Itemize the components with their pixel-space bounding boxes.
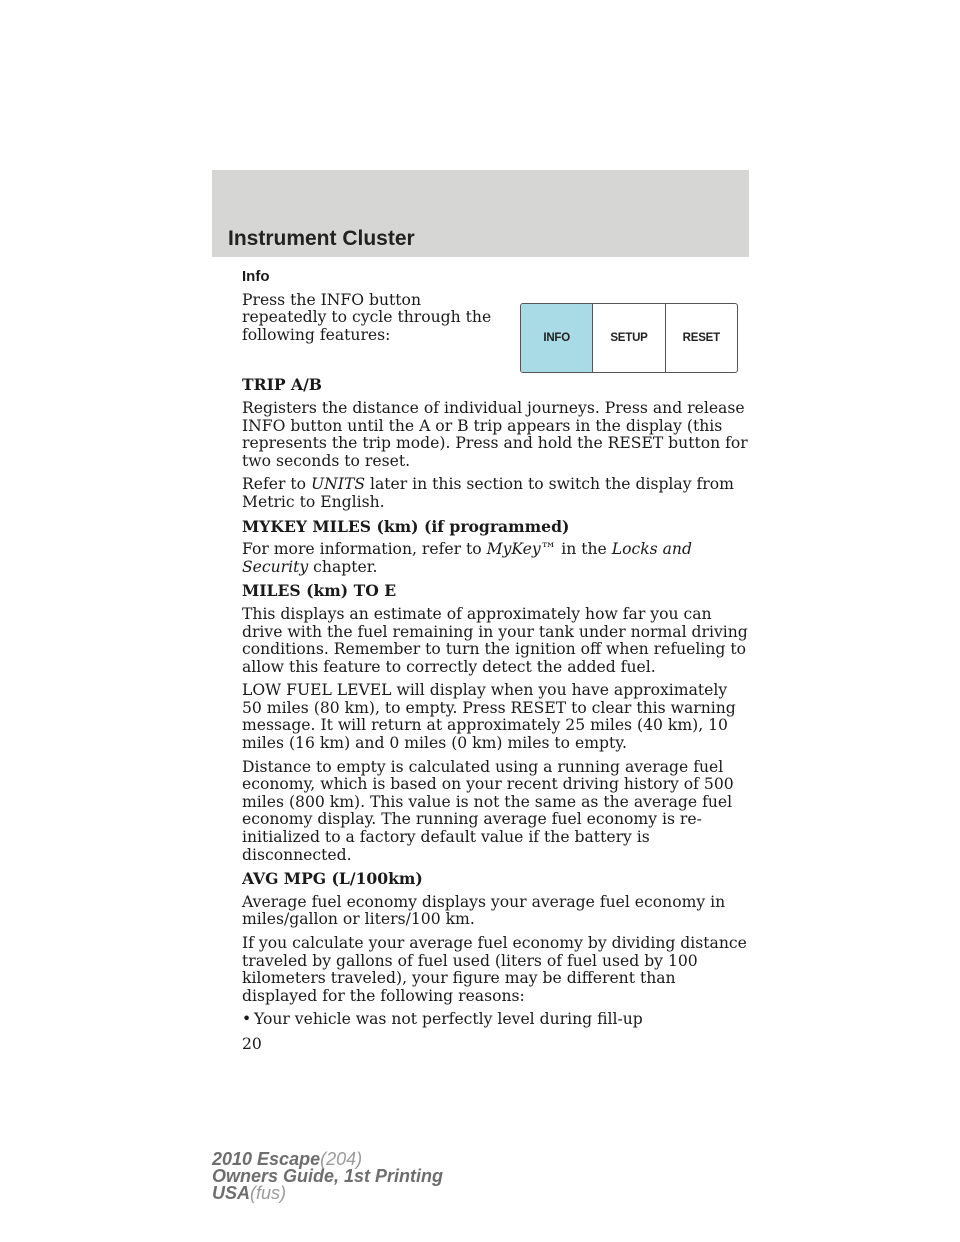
page-content (242, 268, 750, 1029)
mykey-text: For more information, refer to MyKey™ in the Locks and Security chapter. (242, 540, 692, 576)
mykey-heading: MYKEY MILES (km) (if programmed) (242, 516, 570, 536)
footer-line-2: Owners Guide, 1st Printing (212, 1166, 444, 1186)
bullet-icon: • (242, 1010, 252, 1029)
info-intro: Press the INFO button repeatedly to cycle through the following features: (242, 290, 492, 344)
avg-text-2: If you calculate your average fuel economy by dividing distance traveled by gallons of fuel used (liters of fuel used by 100 kilometers traveled), your figure may be different than displayed for the following reasons: (242, 934, 747, 1005)
page-number: 20 (242, 1035, 262, 1053)
trip-heading: TRIP A/B (242, 375, 322, 395)
info-button: INFO (521, 304, 592, 372)
dte-text-3: Distance to empty is calculated using a running average fuel economy, which is based on your recent driving history of 500 miles (800 km). This value is not the same as the average fuel economy display. The running average fuel economy is re-initialized to a factory default value if the battery is disconnected. (242, 757, 734, 864)
list-item (242, 1011, 750, 1029)
dte-heading: MILES (km) TO E (242, 581, 397, 601)
setup-button: SETUP (592, 304, 664, 372)
units-text: Refer to UNITS later in this section to switch the display from Metric to English. (242, 475, 734, 511)
footer-line-3: USA(fus) (212, 1183, 287, 1203)
reset-button: RESET (665, 304, 737, 372)
panel-spacer (242, 350, 750, 376)
info-heading: Info (242, 268, 270, 285)
section-header-band (212, 170, 749, 257)
trip-text: Registers the distance of individual journeys. Press and release INFO button until the A or B trip appears in the display (this represents the trip mode). Press and hold the RESET button for two seconds to reset. (242, 398, 748, 470)
section-title: Instrument Cluster (228, 227, 415, 250)
print-footer (212, 1151, 443, 1202)
avg-text-1: Average fuel economy displays your average fuel economy in miles/gallon or liters/100 km. (242, 892, 726, 929)
dte-text-2: LOW FUEL LEVEL will display when you have approximately 50 miles (80 km), to empty. Press RESET to clear this warning message. It will return at approximately 25 miles (40 km), 10 miles (16 km) and 0 miles (0 km) miles to empty. (242, 681, 736, 753)
avg-heading: AVG MPG (L/100km) (242, 869, 423, 889)
footer-line-1: 2010 Escape(204) (212, 1149, 363, 1169)
dte-text-1: This displays an estimate of approximately how far you can drive with the fuel remaining in your tank under normal driving conditions. Remember to turn the ignition off when refueling to allow this feature to correctly detect the added fuel. (242, 604, 748, 676)
bullet-text: Your vehicle was not perfectly level during fill-up (254, 1010, 643, 1029)
